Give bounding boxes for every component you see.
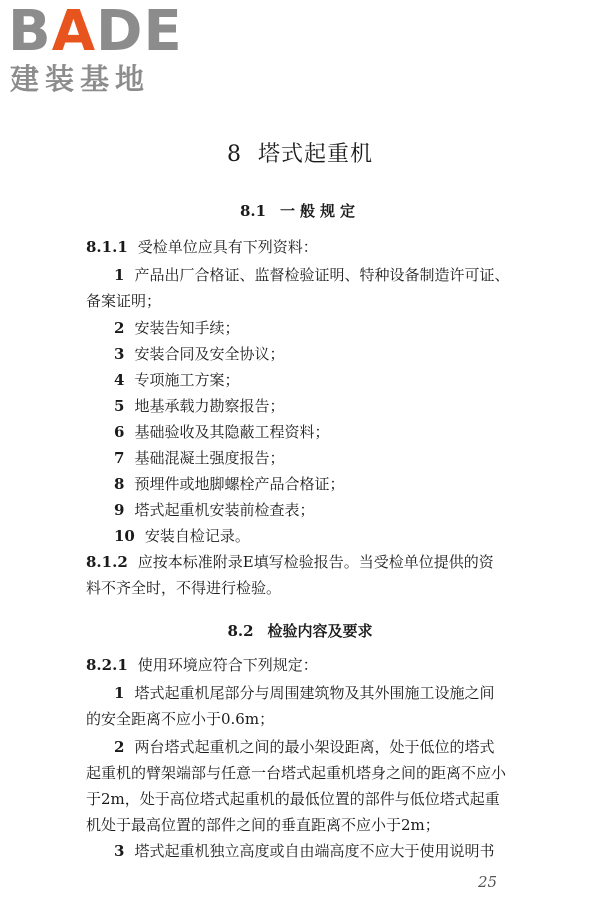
list-item-continuation: 备案证明； — [86, 292, 162, 310]
section-title: 一般规定 — [280, 202, 361, 220]
logo-accent-letter: A — [51, 0, 97, 64]
list-item: 3 安装合同及安全协议； — [114, 345, 285, 363]
list-item: 1 塔式起重机尾部分与周围建筑物及其外围施工设施之间 — [114, 684, 495, 702]
section-number: 8.1 — [239, 202, 267, 220]
logo-subtitle: 建装基地 — [10, 62, 151, 96]
list-item: 3 塔式起重机独立高度或自由端高度不应大于使用说明书 — [114, 842, 495, 860]
section-title: 检验内容及要求 — [267, 622, 373, 640]
list-item: 2 安装告知手续； — [114, 319, 240, 337]
list-item: 9 塔式起重机安装前检查表； — [114, 501, 315, 519]
section-heading-8-2 — [0, 620, 600, 642]
clause-text: 使用环境应符合下列规定： — [137, 656, 318, 674]
list-item: 10 安装自检记录。 — [114, 527, 250, 545]
clause-8-2-1 — [86, 654, 516, 676]
clause-text: 受检单位应具有下列资料： — [137, 238, 318, 256]
list-item-continuation: 起重机的臂架端部与任意一台塔式起重机塔身之间的距离不应小 — [86, 764, 507, 782]
list-item: 5 地基承载力勘察报告； — [114, 397, 285, 415]
list-item: 2 两台塔式起重机之间的最小架设距离，处于低位的塔式 — [114, 738, 495, 756]
chapter-title: 塔式起重机 — [257, 142, 373, 167]
section-number: 8.2 — [227, 622, 254, 640]
chapter-heading — [0, 140, 600, 170]
list-item: 4 专项施工方案； — [114, 371, 240, 389]
clause-number: 8.2.1 — [86, 656, 128, 674]
clause-continuation: 料不齐全时，不得进行检验。 — [86, 579, 282, 597]
logo-wordmark: BADE — [8, 0, 183, 64]
list-item-continuation: 机处于最高位置的部件之间的垂直距离不应小于2m； — [86, 816, 440, 834]
clause-8-1-2 — [86, 551, 516, 573]
chapter-number: 8 — [226, 142, 242, 167]
list-item-continuation: 于2m，处于高位塔式起重机的最低位置的部件与低位塔式起重 — [86, 790, 500, 808]
list-item: 7 基础混凝土强度报告； — [114, 449, 285, 467]
list-item: 1 产品出厂合格证、监督检验证明、特种设备制造许可证、 — [114, 266, 510, 284]
list-item-continuation: 的安全距离不应小于0.6m； — [86, 710, 275, 728]
clause-number: 8.1.1 — [86, 238, 128, 256]
clause-number: 8.1.2 — [86, 553, 128, 571]
list-item: 8 预埋件或地脚螺栓产品合格证； — [114, 475, 345, 493]
clause-8-1-1 — [86, 236, 516, 258]
list-item: 6 基础验收及其隐蔽工程资料； — [114, 423, 330, 441]
logo — [8, 2, 188, 102]
section-heading-8-1 — [0, 200, 600, 222]
page-number: 25 — [478, 873, 498, 891]
clause-text: 应按本标准附录E填写检验报告。当受检单位提供的资 — [137, 553, 494, 571]
